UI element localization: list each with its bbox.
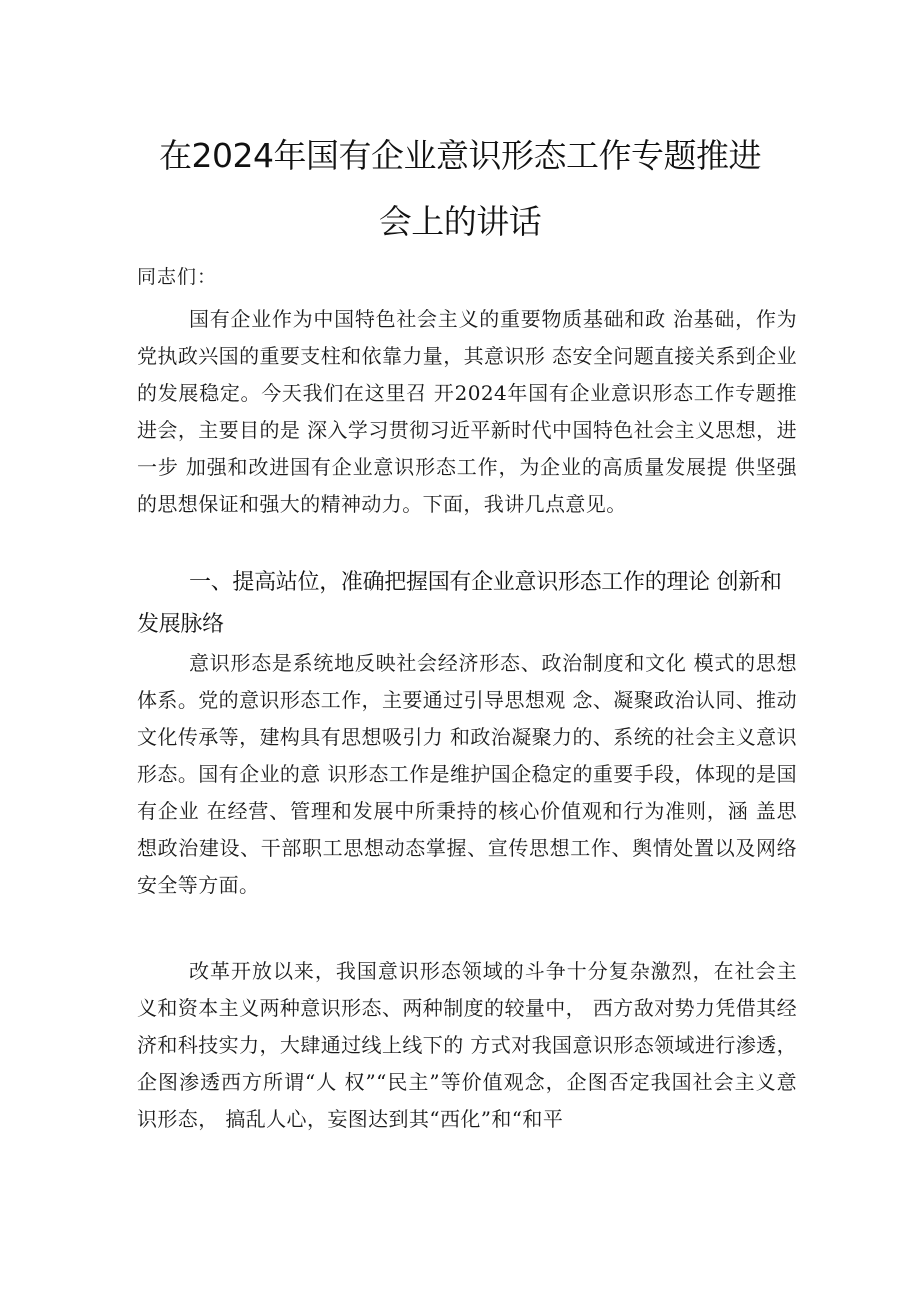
body-paragraph-3: 改革开放以来，我国意识形态领域的斗争十分复杂激烈，在社会主义和资本主义两种意识形态、两种制度的较量中， 西方敌对势力凭借其经济和科技实力，大肆通过线上线下的 方式对我国意识形态领域进行渗透，企图渗透西方所谓“人 权”“民主”等价值观念，企图否定我国社会主义意识形态， 搞乱人心，妄图达到其“西化”和“和平 <box>137 959 797 1131</box>
body-paragraph-2: 意识形态是系统地反映社会经济形态、政治制度和文化 模式的思想体系。党的意识形态工作，主要通过引导思想观 念、凝聚政治认同、推动文化传承等，建构具有思想吸引力 和政治凝聚力的、系统的社会主义意识形态。国有企业的意 识形态工作是维护国企稳定的重要手段，体现的是国有企业 在经营、管理和发展中所秉持的核心价值观和行为准则，涵 盖思想政治建设、干部职工思想动态掌握、宣传思想工作、舆情处置以及网络安全等方面。 <box>137 651 797 897</box>
document-title-line-1: 在2024年国有企业意识形态工作专题推进 <box>159 136 761 175</box>
salutation: 同志们： <box>137 266 218 288</box>
document-title-line-2: 会上的讲话 <box>378 202 542 241</box>
section-heading-1: 一、提高站位，准确把握国有企业意识形态工作的理论 创新和发展脉络 <box>137 570 782 637</box>
body-paragraph-1: 国有企业作为中国特色社会主义的重要物质基础和政 治基础，作为党执政兴国的重要支柱和依靠力量，其意识形 态安全问题直接关系到企业的发展稳定。今天我们在这里召 开2024年国有企业意识形态工作专题推进会，主要目的是 深入学习贯彻习近平新时代中国特色社会主义思想，进一步 加强和改进国有企业意识形态工作，为企业的高质量发展提 供坚强的思想保证和强大的精神动力。下面，我讲几点意见。 <box>137 307 797 516</box>
